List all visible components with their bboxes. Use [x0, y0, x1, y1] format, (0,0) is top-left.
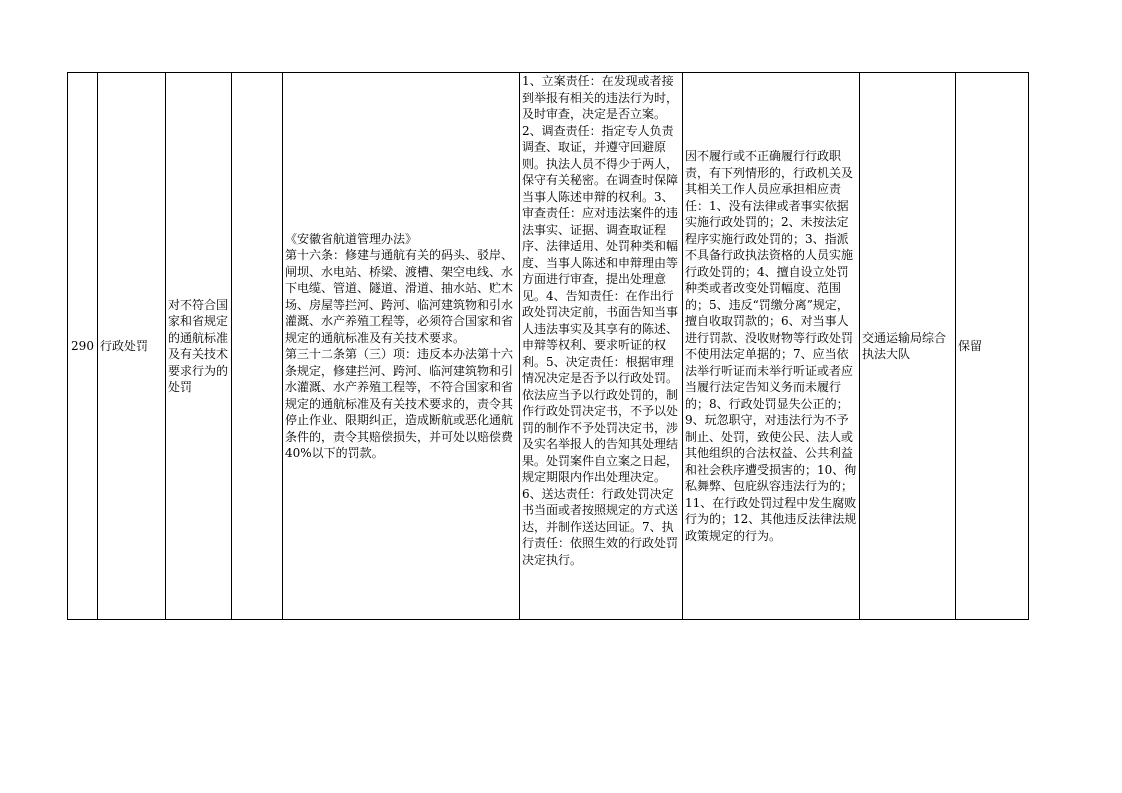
- status-cell: 保留: [956, 73, 1029, 620]
- category-cell: 行政处罚: [98, 73, 166, 620]
- sub-item-cell: [232, 73, 283, 620]
- authority-list-table: [67, 72, 1029, 620]
- responsibility-text: 1、立案责任：在发现或者接到举报有相关的违法行为时，及时审查，决定是否立案。2、调查责任：指定专人负责调查、取证，并遵守回避原则。执法人员不得少于两人，保守有关秘密。在调查时保障当事人陈述申辩的权利。3、审查责任：应对违法案件的违法事实、证据、调查取证程序、法律适用、处罚种类和幅度、当事人陈述和申辩理由等方面进行审查，提出处理意见。4、告知责任：在作出行政处罚决定前，书面告知当事人违法事实及其享有的陈述、申辩等权利、要求听证的权利。5、决定责任：根据审理情况决定是否予以行政处罚。依法应当予以行政处罚的，制作行政处罚决定书，不予以处罚的制作不予处罚决定书，涉及实名举报人的告知其处理结果。处罚案件自立案之日起，规定期限内作出处理决定。 6、送达责任：行政处罚决定书当面或者按照规定的方式送达，并制作送达回证。7、执行责任：依照生效的行政处罚决定执行。: [522, 74, 679, 567]
- department-cell: 交通运输局综合执法大队: [860, 73, 956, 620]
- legal-basis-cell: 《安徽省航道管理办法》 第十六条：修建与通航有关的码头、驳岸、闸坝、水电站、桥梁、渡槽、架空电线、水下电缆、管道、隧道、滑道、抽水站、贮木场、房屋等拦河、跨河、临河建筑物和引水灌溉、水产养殖工程等，必须符合国家和省规定的通航标准及有关技术要求。 第三十二条第（三）项：违反本办法第十六条规定，修建拦河、跨河、临河建筑物和引水灌溉、水产养殖工程等，不符合国家和省规定的通航标准及有关技术要求的，责令其停止作业、限期纠正，造成断航或恶化通航条件的，责令其赔偿损失，并可处以赔偿费40%以下的罚款。: [283, 73, 520, 620]
- item-name-cell: 对不符合国家和省规定的通航标准及有关技术要求行为的处罚: [166, 73, 232, 620]
- row-number-cell: 290: [68, 73, 98, 620]
- accountability-cell: 因不履行或不正确履行行政职责，有下列情形的，行政机关及其相关工作人员应承担相应责任：1、没有法律或者事实依据实施行政处罚的；2、未按法定程序实施行政处罚的；3、指派不具备行政执法资格的人员实施行政处罚的；4、擅自设立处罚种类或者改变处罚幅度、范围的；5、违反“罚缴分离”规定，擅自收取罚款的；6、对当事人进行罚款、没收财物等行政处罚不使用法定单据的；7、应当依法举行听证而未举行听证或者应当履行法定告知义务而未履行的；8、行政处罚显失公正的；9、玩忽职守，对违法行为不予制止、处罚，致使公民、法人或其他组织的合法权益、公共利益和社会秩序遭受损害的；10、徇私舞弊、包庇纵容违法行为的；11、在行政处罚过程中发生腐败行为的；12、其他违反法律法规政策规定的行为。: [683, 73, 860, 620]
- table-row: [68, 73, 1029, 620]
- responsibility-cell: [520, 73, 683, 620]
